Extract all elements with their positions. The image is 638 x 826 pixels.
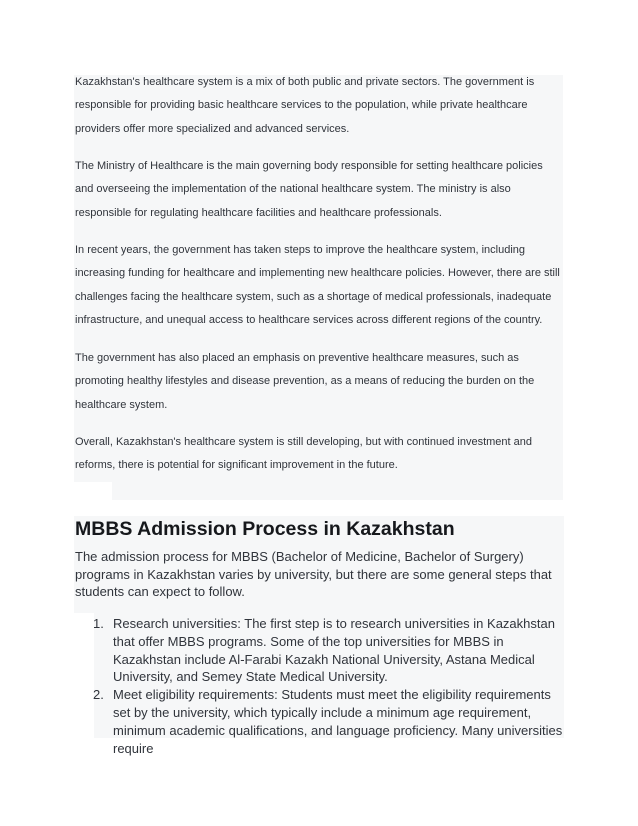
paragraph-preventive: The government has also placed an emphasis on preventive healthcare measures, such as promoting healthy lifestyles and disease prevention, as a means of reducing the burden on the healthcare system. xyxy=(75,352,535,411)
step-number: 2. xyxy=(93,687,104,703)
step-text: Research universities: The first step is to research universities in Kazakhstan that offer MBBS programs. Some of the top universities for MBBS in Kazakhstan include Al-Farabi Kazakh National University, Astana Medical University, and Semey State Medical University. xyxy=(113,616,555,685)
list-item xyxy=(75,686,563,757)
paragraph-system-overview: Kazakhstan's healthcare system is a mix of both public and private sectors. The government is responsible for providing basic healthcare services to the population, while private healthcare providers offer more specialized and advanced services. xyxy=(75,76,535,135)
paragraph-overall: Overall, Kazakhstan's healthcare system is still developing, but with continued investment and reforms, there is potential for significant improvement in the future. xyxy=(75,436,533,472)
paragraph-ministry: The Ministry of Healthcare is the main governing body responsible for setting healthcare policies and overseeing the implementation of the national healthcare system. The ministry is also responsible for regulating healthcare facilities and healthcare professionals. xyxy=(75,160,543,219)
paragraph-recent-years: In recent years, the government has taken steps to improve the healthcare system, including increasing funding for healthcare and implementing new healthcare policies. However, there are still challenges facing the healthcare system, such as a shortage of medical professionals, inadequate infrastructure, and unequal access to healthcare services across different regions of the country. xyxy=(75,244,560,326)
admission-intro: The admission process for MBBS (Bachelor of Medicine, Bachelor of Surgery) programs in Kazakhstan varies by university, but there are some general steps that students can expect to follow. xyxy=(75,549,552,600)
section-heading: MBBS Admission Process in Kazakhstan xyxy=(75,518,455,540)
step-text: Meet eligibility requirements: Students must meet the eligibility requirements set by the university, which typically include a minimum age requirement, minimum academic qualifications, and language proficiency. Many universities require xyxy=(113,687,563,756)
list-item xyxy=(75,615,563,686)
admission-steps-list xyxy=(75,615,563,757)
block-notch xyxy=(74,482,112,500)
step-number: 1. xyxy=(93,616,104,631)
